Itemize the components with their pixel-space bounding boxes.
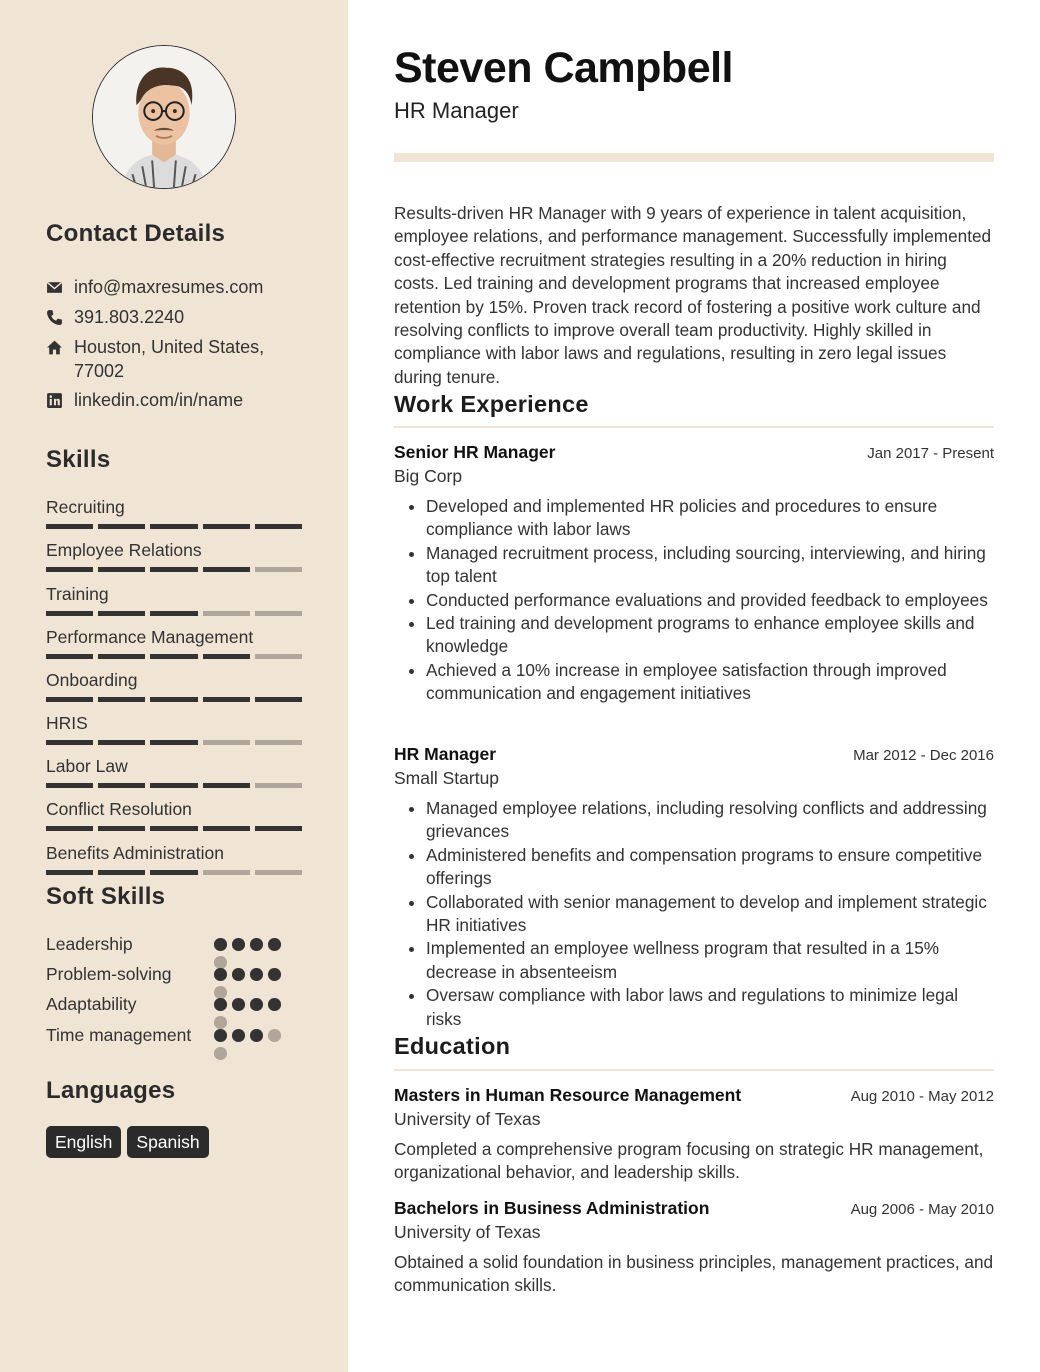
profile-photo — [92, 45, 236, 189]
skill-name: HRIS — [46, 713, 88, 733]
skill-level-segment — [150, 826, 197, 831]
envelope-icon — [46, 275, 74, 299]
skill-name: Training — [46, 584, 109, 604]
skill-level-segment — [150, 783, 197, 788]
job-dates: Mar 2012 - Dec 2016 — [853, 747, 994, 764]
skill-level-segment — [98, 611, 145, 616]
skill-level-bar — [46, 870, 302, 875]
skill-level-segment — [255, 870, 302, 875]
skill-level-segment — [255, 826, 302, 831]
skill-item — [46, 712, 302, 745]
linkedin-link[interactable]: linkedin.com/in/name — [74, 390, 244, 410]
rating-dot — [232, 998, 245, 1011]
skill-level-segment — [203, 783, 250, 788]
education-divider — [394, 1069, 994, 1071]
soft-skills-heading: Soft Skills — [46, 883, 166, 910]
job-entry — [394, 441, 994, 706]
skill-level-segment — [98, 697, 145, 702]
skill-level-segment — [98, 870, 145, 875]
skill-level-bar — [46, 826, 302, 831]
soft-skill-item — [46, 933, 306, 956]
languages-heading: Languages — [46, 1077, 176, 1104]
list-item: • Implemented an employee wellness program that resulted in a 15% decrease in absenteeism — [426, 937, 994, 984]
skill-level-segment — [46, 697, 93, 702]
skill-level-segment — [203, 567, 250, 572]
job-bullets — [394, 495, 994, 706]
skill-level-segment — [203, 654, 250, 659]
job-company: Small Startup — [394, 768, 500, 788]
job-title: Senior HR Manager — [394, 442, 556, 462]
email-link[interactable]: info@maxresumes.com — [74, 277, 264, 297]
rating-dot — [268, 998, 281, 1011]
skill-level-bar — [46, 567, 302, 572]
phone-text: 391.803.2240 — [74, 307, 185, 327]
skill-level-segment — [98, 783, 145, 788]
degree-title: Masters in Human Resource Management — [394, 1085, 742, 1105]
work-heading: Work Experience — [394, 391, 589, 417]
skill-level-segment — [203, 697, 250, 702]
skill-name: Conflict Resolution — [46, 799, 192, 819]
rating-dot — [232, 1029, 245, 1042]
candidate-name: Steven Campbell — [394, 44, 733, 92]
contact-heading: Contact Details — [46, 220, 226, 247]
skill-level-segment — [203, 524, 250, 529]
job-bullets — [394, 797, 994, 1031]
linkedin-icon — [46, 388, 74, 412]
skill-level-segment — [255, 611, 302, 616]
address-text: Houston, United States, 77002 — [74, 337, 265, 381]
rating-dot — [214, 938, 227, 951]
school-name: University of Texas — [394, 1222, 541, 1242]
education-entry — [394, 1197, 994, 1298]
rating-dot — [214, 968, 227, 981]
skill-level-segment — [98, 567, 145, 572]
education-description: Completed a comprehensive program focusing on strategic HR management, organizational behavior, and leadership skills. — [394, 1139, 984, 1183]
main-content — [348, 0, 1040, 1372]
soft-skill-item — [46, 993, 306, 1016]
job-dates: Jan 2017 - Present — [867, 445, 994, 462]
skill-level-segment — [150, 611, 197, 616]
language-tags — [46, 1126, 209, 1158]
skill-item — [46, 496, 302, 529]
soft-skill-name: Leadership — [46, 934, 133, 954]
skill-level-segment — [255, 567, 302, 572]
skill-level-segment — [203, 740, 250, 745]
phone-icon — [46, 305, 74, 329]
skill-item — [46, 842, 302, 875]
list-item: • Administered benefits and compensation programs to ensure competitive offerings — [426, 844, 994, 891]
soft-skill-item — [46, 1024, 306, 1047]
list-item: • Oversaw compliance with labor laws and regulations to minimize legal risks — [426, 984, 994, 1031]
skill-level-segment — [46, 524, 93, 529]
soft-skill-name: Problem-solving — [46, 964, 172, 984]
skill-level-segment — [46, 870, 93, 875]
skill-level-segment — [203, 826, 250, 831]
rating-dot — [232, 968, 245, 981]
skill-name: Performance Management — [46, 627, 254, 647]
sidebar — [0, 0, 348, 1372]
skill-level-segment — [46, 826, 93, 831]
skill-level-segment — [46, 567, 93, 572]
rating-dot — [232, 938, 245, 951]
candidate-title: HR Manager — [394, 98, 519, 123]
rating-dot — [268, 938, 281, 951]
list-item: • Managed employee relations, including resolving conflicts and addressing grievances — [426, 797, 994, 844]
skill-level-segment — [255, 524, 302, 529]
soft-skill-name: Time management — [46, 1025, 192, 1045]
education-entry — [394, 1084, 994, 1185]
accent-divider — [394, 153, 994, 162]
skill-level-bar — [46, 654, 302, 659]
rating-dot — [214, 1047, 227, 1060]
job-title: HR Manager — [394, 744, 497, 764]
rating-dot — [214, 998, 227, 1011]
rating-dot — [250, 968, 263, 981]
skill-level-segment — [46, 611, 93, 616]
skill-level-bar — [46, 740, 302, 745]
skill-level-segment — [255, 740, 302, 745]
skill-item — [46, 583, 302, 616]
skill-name: Benefits Administration — [46, 843, 225, 863]
education-description: Obtained a solid foundation in business principles, management practices, and communication skills. — [394, 1252, 994, 1296]
skill-level-segment — [150, 654, 197, 659]
rating-dot — [250, 998, 263, 1011]
contact-linkedin — [46, 388, 294, 412]
skill-level-segment — [255, 783, 302, 788]
skill-item — [46, 626, 302, 659]
list-item: • Conducted performance evaluations and provided feedback to employees — [426, 589, 994, 612]
contact-address — [46, 335, 294, 383]
skill-item — [46, 755, 302, 788]
skill-level-segment — [203, 611, 250, 616]
language-tag: English — [46, 1126, 121, 1158]
rating-dot — [250, 1029, 263, 1042]
list-item: • Led training and development programs to enhance employee skills and knowledge — [426, 612, 994, 659]
contact-email — [46, 275, 294, 299]
education-heading: Education — [394, 1033, 511, 1059]
skill-level-bar — [46, 783, 302, 788]
degree-title: Bachelors in Business Administration — [394, 1198, 710, 1218]
contact-phone — [46, 305, 294, 329]
soft-skill-name: Adaptability — [46, 994, 137, 1014]
skill-level-segment — [98, 524, 145, 529]
job-company: Big Corp — [394, 466, 463, 486]
list-item: • Achieved a 10% increase in employee satisfaction through improved communication and engagement initiatives — [426, 659, 994, 706]
skill-level-segment — [203, 870, 250, 875]
skill-name: Onboarding — [46, 670, 138, 690]
skill-level-segment — [150, 870, 197, 875]
skill-level-segment — [98, 654, 145, 659]
list-item: • Managed recruitment process, including sourcing, interviewing, and hiring top talent — [426, 542, 994, 589]
skill-name: Labor Law — [46, 756, 128, 776]
skill-level-segment — [98, 826, 145, 831]
skill-level-segment — [255, 697, 302, 702]
school-name: University of Texas — [394, 1109, 541, 1129]
skill-item — [46, 539, 302, 572]
skill-level-segment — [150, 740, 197, 745]
skill-level-segment — [150, 567, 197, 572]
skill-level-bar — [46, 611, 302, 616]
skill-level-segment — [150, 697, 197, 702]
summary-text: Results-driven HR Manager with 9 years of experience in talent acquisition, employee relations, and performance management. Successfully implemented cost-effective recruitment strategies resulting in a 20% reduction in hiring costs. Led training and development programs that increased employee retention by 15%. Proven track record of fostering a positive work culture and resolving conflicts to improve overall team productivity. Highly skilled in compliance with labor laws and regulations, resulting in zero legal issues during tenure. — [394, 203, 992, 387]
skill-level-segment — [255, 654, 302, 659]
home-icon — [46, 335, 74, 359]
job-entry — [394, 743, 994, 1031]
rating-dot — [214, 1029, 227, 1042]
skill-level-segment — [150, 524, 197, 529]
language-tag: Spanish — [127, 1126, 208, 1158]
skills-heading: Skills — [46, 446, 111, 473]
skill-name: Recruiting — [46, 497, 125, 517]
soft-skill-item — [46, 963, 306, 986]
rating-dot — [250, 938, 263, 951]
list-item: • Developed and implemented HR policies and procedures to ensure compliance with labor laws — [426, 495, 994, 542]
education-dates: Aug 2010 - May 2012 — [850, 1088, 994, 1105]
skill-name: Employee Relations — [46, 540, 202, 560]
skill-level-segment — [46, 783, 93, 788]
list-item: • Collaborated with senior management to develop and implement strategic HR initiatives — [426, 891, 994, 938]
avatar-portrait-icon — [93, 46, 235, 188]
skill-level-bar — [46, 524, 302, 529]
skill-item — [46, 798, 302, 831]
education-dates: Aug 2006 - May 2010 — [850, 1201, 994, 1218]
skill-item — [46, 669, 302, 702]
work-divider — [394, 426, 994, 428]
rating-dot — [268, 968, 281, 981]
skill-level-bar — [46, 697, 302, 702]
rating-dot — [268, 1029, 281, 1042]
skill-level-segment — [46, 740, 93, 745]
skill-level-segment — [98, 740, 145, 745]
skill-level-segment — [46, 654, 93, 659]
